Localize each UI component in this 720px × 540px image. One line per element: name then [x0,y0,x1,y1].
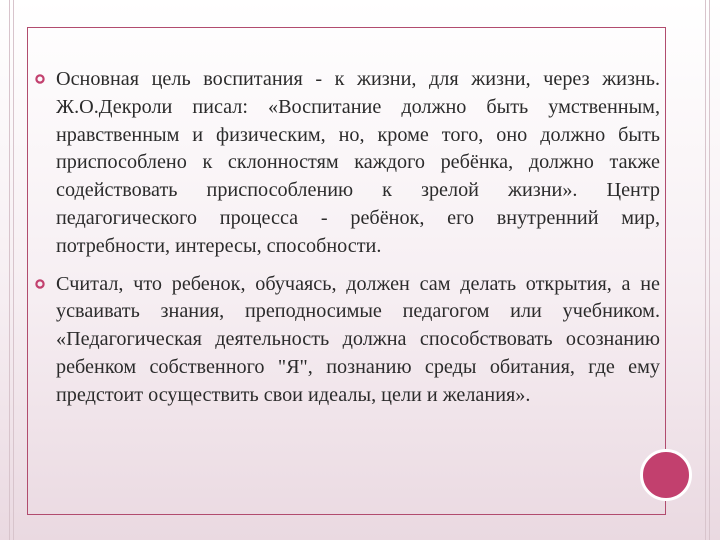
decorative-circle [640,449,692,501]
bullet-text-1: Основная цель воспитания - к жизни, для жизни, через жизнь. Ж.О.Декроли писал: «Воспитание должно быть умственным, нравственным и физическим, но, кроме того, оно должно быть приспособлено к склонностям каждого ребёнка, должно также содействовать приспособлению к зрелой жизни». Центр педагогического процесса - ребёнок, его внутренний мир, потребности, интересы, способности. [56,68,660,257]
right-edge-line-inner [709,0,710,540]
circle-bullet-icon [34,276,46,292]
circle-bullet-icon [34,71,46,87]
bullet-text-2: Считал, что ребенок, обучаясь, должен сам делать открытия, а не усваивать знания, преподносимые педагогом или учебником. «Педагогическая деятельность должна способствовать осознанию ребенком собственного "Я", познанию среды обитания, где ему предстоит осуществить свои идеалы, цели и желания». [56,272,660,406]
bullet-item-1 [32,66,660,261]
right-edge-line [705,0,706,540]
slide-content [32,66,660,420]
left-edge-line [9,0,10,540]
left-edge-line-inner [13,0,14,540]
bullet-item-2 [32,271,660,410]
